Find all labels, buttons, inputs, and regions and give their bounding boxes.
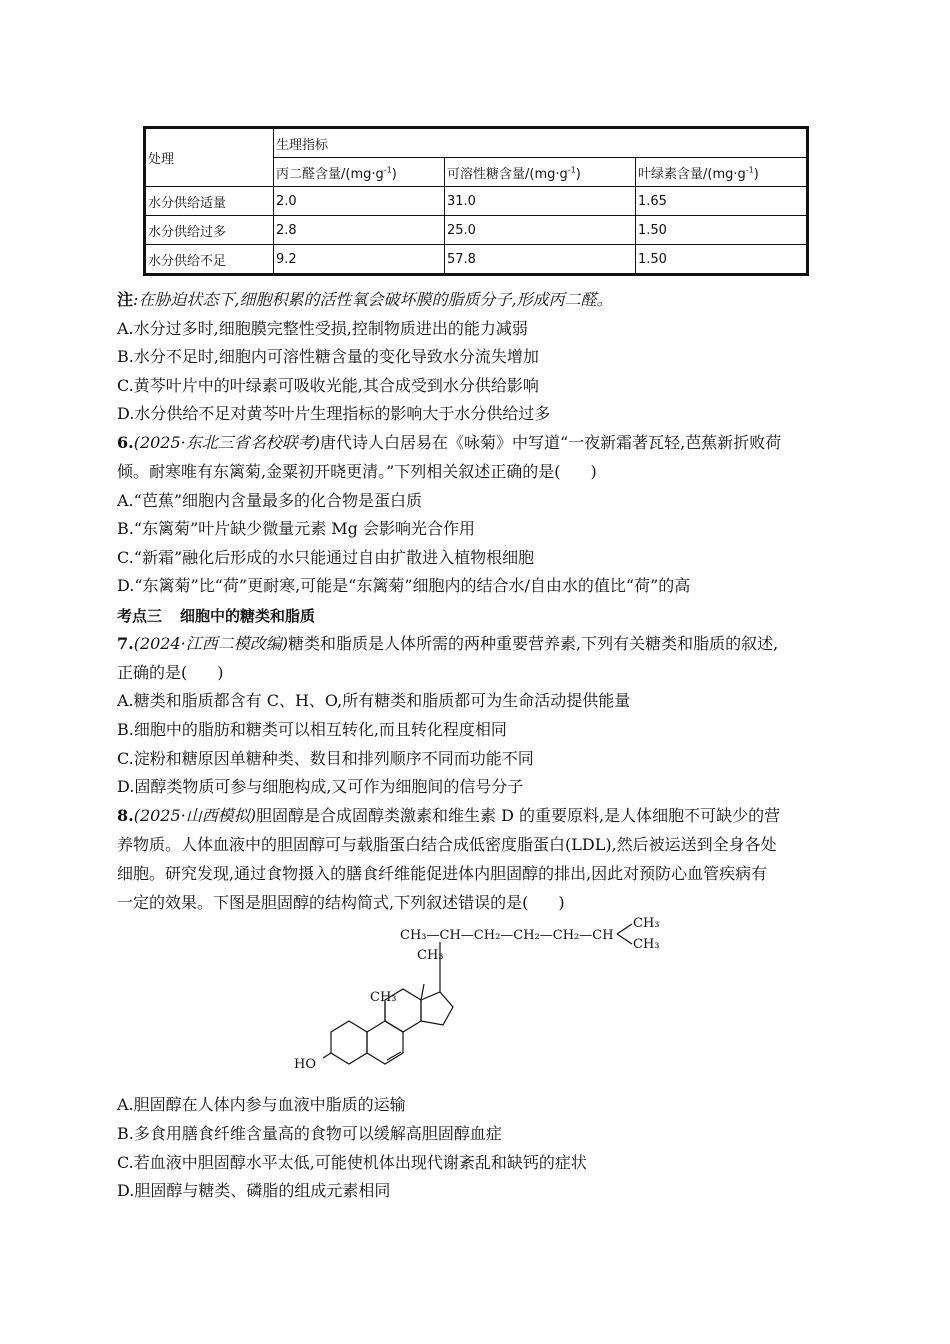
q7-stem-line1: 7.(2024·江西二模改编)糖类和脂质是人体所需的两种重要营养素,下列有关糖类和脂质的叙述,	[117, 634, 779, 653]
q8-stem-line1: 8.(2025·山西模拟)胆固醇是合成固醇类激素和维生素 D 的重要原料,是人体细胞不可缺少的营	[117, 806, 781, 825]
q5-option-d: D.水分供给不足对黄芩叶片生理指标的影响大于水分供给过多	[117, 404, 551, 423]
sugar-header: 可溶性糖含量$/(mg\cdot g^{-1})$	[445, 158, 636, 187]
table-row: 水分供给适量 2.0 31.0 1.65	[145, 187, 808, 216]
terminal-methyl-bottom: CH₃	[633, 937, 660, 952]
q6-option-a: A.“芭蕉”细胞内含量最多的化合物是蛋白质	[117, 491, 423, 510]
q7-option-b: B.细胞中的脂肪和糖类可以相互转化,而且转化程度相同	[117, 720, 507, 739]
indicator-group-header: 生理指标	[274, 128, 808, 158]
physiology-table	[143, 126, 809, 276]
treatment-header: 处理	[145, 128, 274, 187]
side-chain-label: CH₃—CH—CH₂—CH₂—CH₂—CH	[400, 928, 614, 943]
q8-stem-line3: 细胞。研究发现,通过食物摄入的膳食纤维能促进体内胆固醇的排出,因此对预防心血管疾病有	[117, 864, 768, 883]
q5-option-a: A.水分过多时,细胞膜完整性受损,控制物质进出的能力减弱	[117, 319, 528, 338]
q6-stem-line1: 6.(2025·东北三省名校联考)唐代诗人白居易在《咏菊》中写道“一夜新霜著瓦轻,芭蕉新折败荷	[117, 433, 782, 452]
q5-option-c: C.黄芩叶片中的叶绿素可吸收光能,其合成受到水分供给影响	[117, 376, 539, 395]
q8-stem-line4: 一定的效果。下图是胆固醇的结构简式,下列叙述错误的是( )	[117, 893, 565, 912]
q7-option-d: D.固醇类物质可参与细胞构成,又可作为细胞间的信号分子	[117, 777, 524, 796]
hydroxyl-label: HO	[294, 1057, 316, 1072]
q6-option-c: C.“新霜”融化后形成的水只能通过自由扩散进入植物根细胞	[117, 548, 535, 567]
q8-stem-line2: 养物质。人体血液中的胆固醇可与载脂蛋白结合成低密度脂蛋白(LDL),然后被运送到全身各处	[117, 835, 777, 854]
q6-option-b: B.“东篱菊”叶片缺少微量元素 Mg 会影响光合作用	[117, 519, 476, 538]
q8-option-c: C.若血液中胆固醇水平太低,可能使机体出现代谢紊乱和缺钙的症状	[117, 1153, 587, 1172]
physiology-table-container	[143, 126, 809, 276]
q5-option-b: B.水分不足时,细胞内可溶性糖含量的变化导致水分流失增加	[117, 347, 539, 366]
table-row: 水分供给过多 2.8 25.0 1.50	[145, 216, 808, 245]
section-heading: 考点三 细胞中的糖类和脂质	[117, 607, 316, 625]
q7-stem-line2: 正确的是( )	[117, 663, 224, 682]
q7-option-c: C.淀粉和糖原因单糖种类、数目和排列顺序不同而功能不同	[117, 749, 534, 768]
q8-option-b: B.多食用膳食纤维含量高的食物可以缓解高胆固醇血症	[117, 1124, 502, 1143]
q8-option-a: A.胆固醇在人体内参与血液中脂质的运输	[117, 1095, 406, 1114]
c18-methyl-label: CH₃	[417, 948, 444, 963]
q7-option-a: A.糖类和脂质都含有 C、H、O,所有糖类和脂质都可为生命活动提供能量	[117, 691, 631, 710]
q6-option-d: D.“东篱菊”比“荷”更耐寒,可能是“东篱菊”细胞内的结合水/自由水的值比“荷”的高	[117, 576, 691, 595]
table-note: 注:在胁迫状态下,细胞积累的活性氧会破坏膜的脂质分子,形成丙二醛。	[117, 290, 613, 309]
chlorophyll-header: 叶绿素含量$/(mg\cdot g^{-1})$	[636, 158, 808, 187]
c19-methyl-label: CH₃	[370, 990, 397, 1005]
table-row: 水分供给不足 9.2 57.8 1.50	[145, 245, 808, 275]
cholesterol-structure	[290, 910, 670, 1085]
q8-option-d: D.胆固醇与糖类、磷脂的组成元素相同	[117, 1181, 391, 1200]
mda-header: 丙二醛含量$/(mg\cdot g^{-1})$	[274, 158, 445, 187]
q6-stem-line2: 倾。耐寒唯有东篱菊,金粟初开晓更清。”下列相关叙述正确的是( )	[117, 462, 597, 481]
terminal-methyl-top: CH₃	[633, 916, 660, 931]
